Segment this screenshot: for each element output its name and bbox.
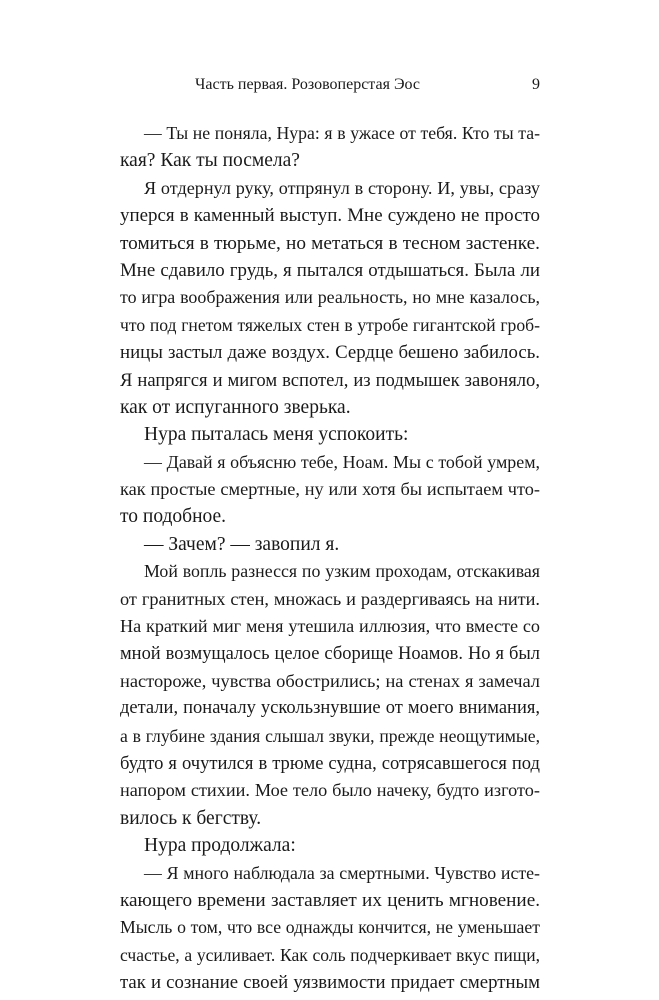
text-line: то игра воображения или реальность, но мне казалось, bbox=[120, 287, 540, 308]
text-line: На краткий миг меня утешила иллюзия, что вместе со bbox=[120, 616, 540, 637]
text-line: Нура пыталась меня успокоить: bbox=[144, 424, 409, 446]
text-line: как простые смертные, ну или хотя бы испытаем что- bbox=[120, 479, 540, 500]
text-line: Нура продолжала: bbox=[144, 835, 296, 857]
text-line: — Я много наблюдала за смертными. Чувство исте- bbox=[144, 862, 540, 883]
text-line: будто я очутился в трюме судна, сотрясавшегося под bbox=[120, 752, 540, 774]
text-line: Мысль о том, что все однажды кончится, не уменьшает bbox=[120, 917, 540, 938]
text-line: — Давай я объясню тебе, Ноам. Мы с тобой умрем, bbox=[144, 451, 540, 472]
text-line: так и сознание своей уязвимости придает смертным bbox=[120, 972, 540, 994]
text-line: напором стихии. Мое тело было начеку, будто изгото- bbox=[120, 780, 540, 801]
text-line: счастье, а усиливает. Как соль подчеркивает вкус пищи, bbox=[120, 944, 540, 965]
page-number: 9 bbox=[532, 76, 540, 93]
running-title: Часть первая. Розовоперстая Эос bbox=[195, 76, 421, 93]
text-line: что под гнетом тяжелых стен в утробе гигантской гроб- bbox=[120, 314, 540, 335]
text-line: — Зачем? — завопил я. bbox=[144, 533, 340, 555]
body-text bbox=[120, 120, 540, 997]
text-line: мной возмущалось целое сборище Ноамов. Но я был bbox=[120, 643, 540, 664]
text-line: кающего времени заставляет их ценить мгновение. bbox=[120, 889, 540, 911]
text-line: настороже, чувства обострились; на стенах я замечал bbox=[120, 670, 540, 691]
text-line: Мне сдавило грудь, я пытался отдышаться. Была ли bbox=[120, 259, 540, 281]
text-line: ницы застыл даже воздух. Сердце бешено забилось. bbox=[120, 342, 540, 364]
text-line: Мой вопль разнесся по узким проходам, отскакивая bbox=[144, 561, 540, 582]
text-line: уперся в каменный выступ. Мне суждено не просто bbox=[120, 205, 540, 227]
text-line: как от испуганного зверька. bbox=[120, 396, 351, 418]
text-line: от гранитных стен, множась и раздергиваясь на нити. bbox=[120, 588, 540, 609]
running-head bbox=[120, 76, 540, 98]
text-line: детали, поначалу ускользнувшие от моего внимания, bbox=[120, 698, 540, 719]
text-line: то подобное. bbox=[120, 506, 227, 528]
text-line: Я напрягся и мигом вспотел, из подмышек завоняло, bbox=[120, 369, 540, 391]
text-line: томиться в тюрьме, но метаться в тесном застенке. bbox=[120, 232, 540, 254]
text-line: а в глубине здания слышал звуки, прежде неощутимые, bbox=[120, 725, 540, 746]
text-line: — Ты не поняла, Нура: я в ужасе от тебя. Кто ты та- bbox=[144, 123, 540, 143]
text-line: кая? Как ты посмела? bbox=[120, 150, 300, 172]
text-line: Я отдернул руку, отпрянул в сторону. И, увы, сразу bbox=[144, 177, 540, 198]
text-line: вилось к бегству. bbox=[120, 807, 262, 829]
